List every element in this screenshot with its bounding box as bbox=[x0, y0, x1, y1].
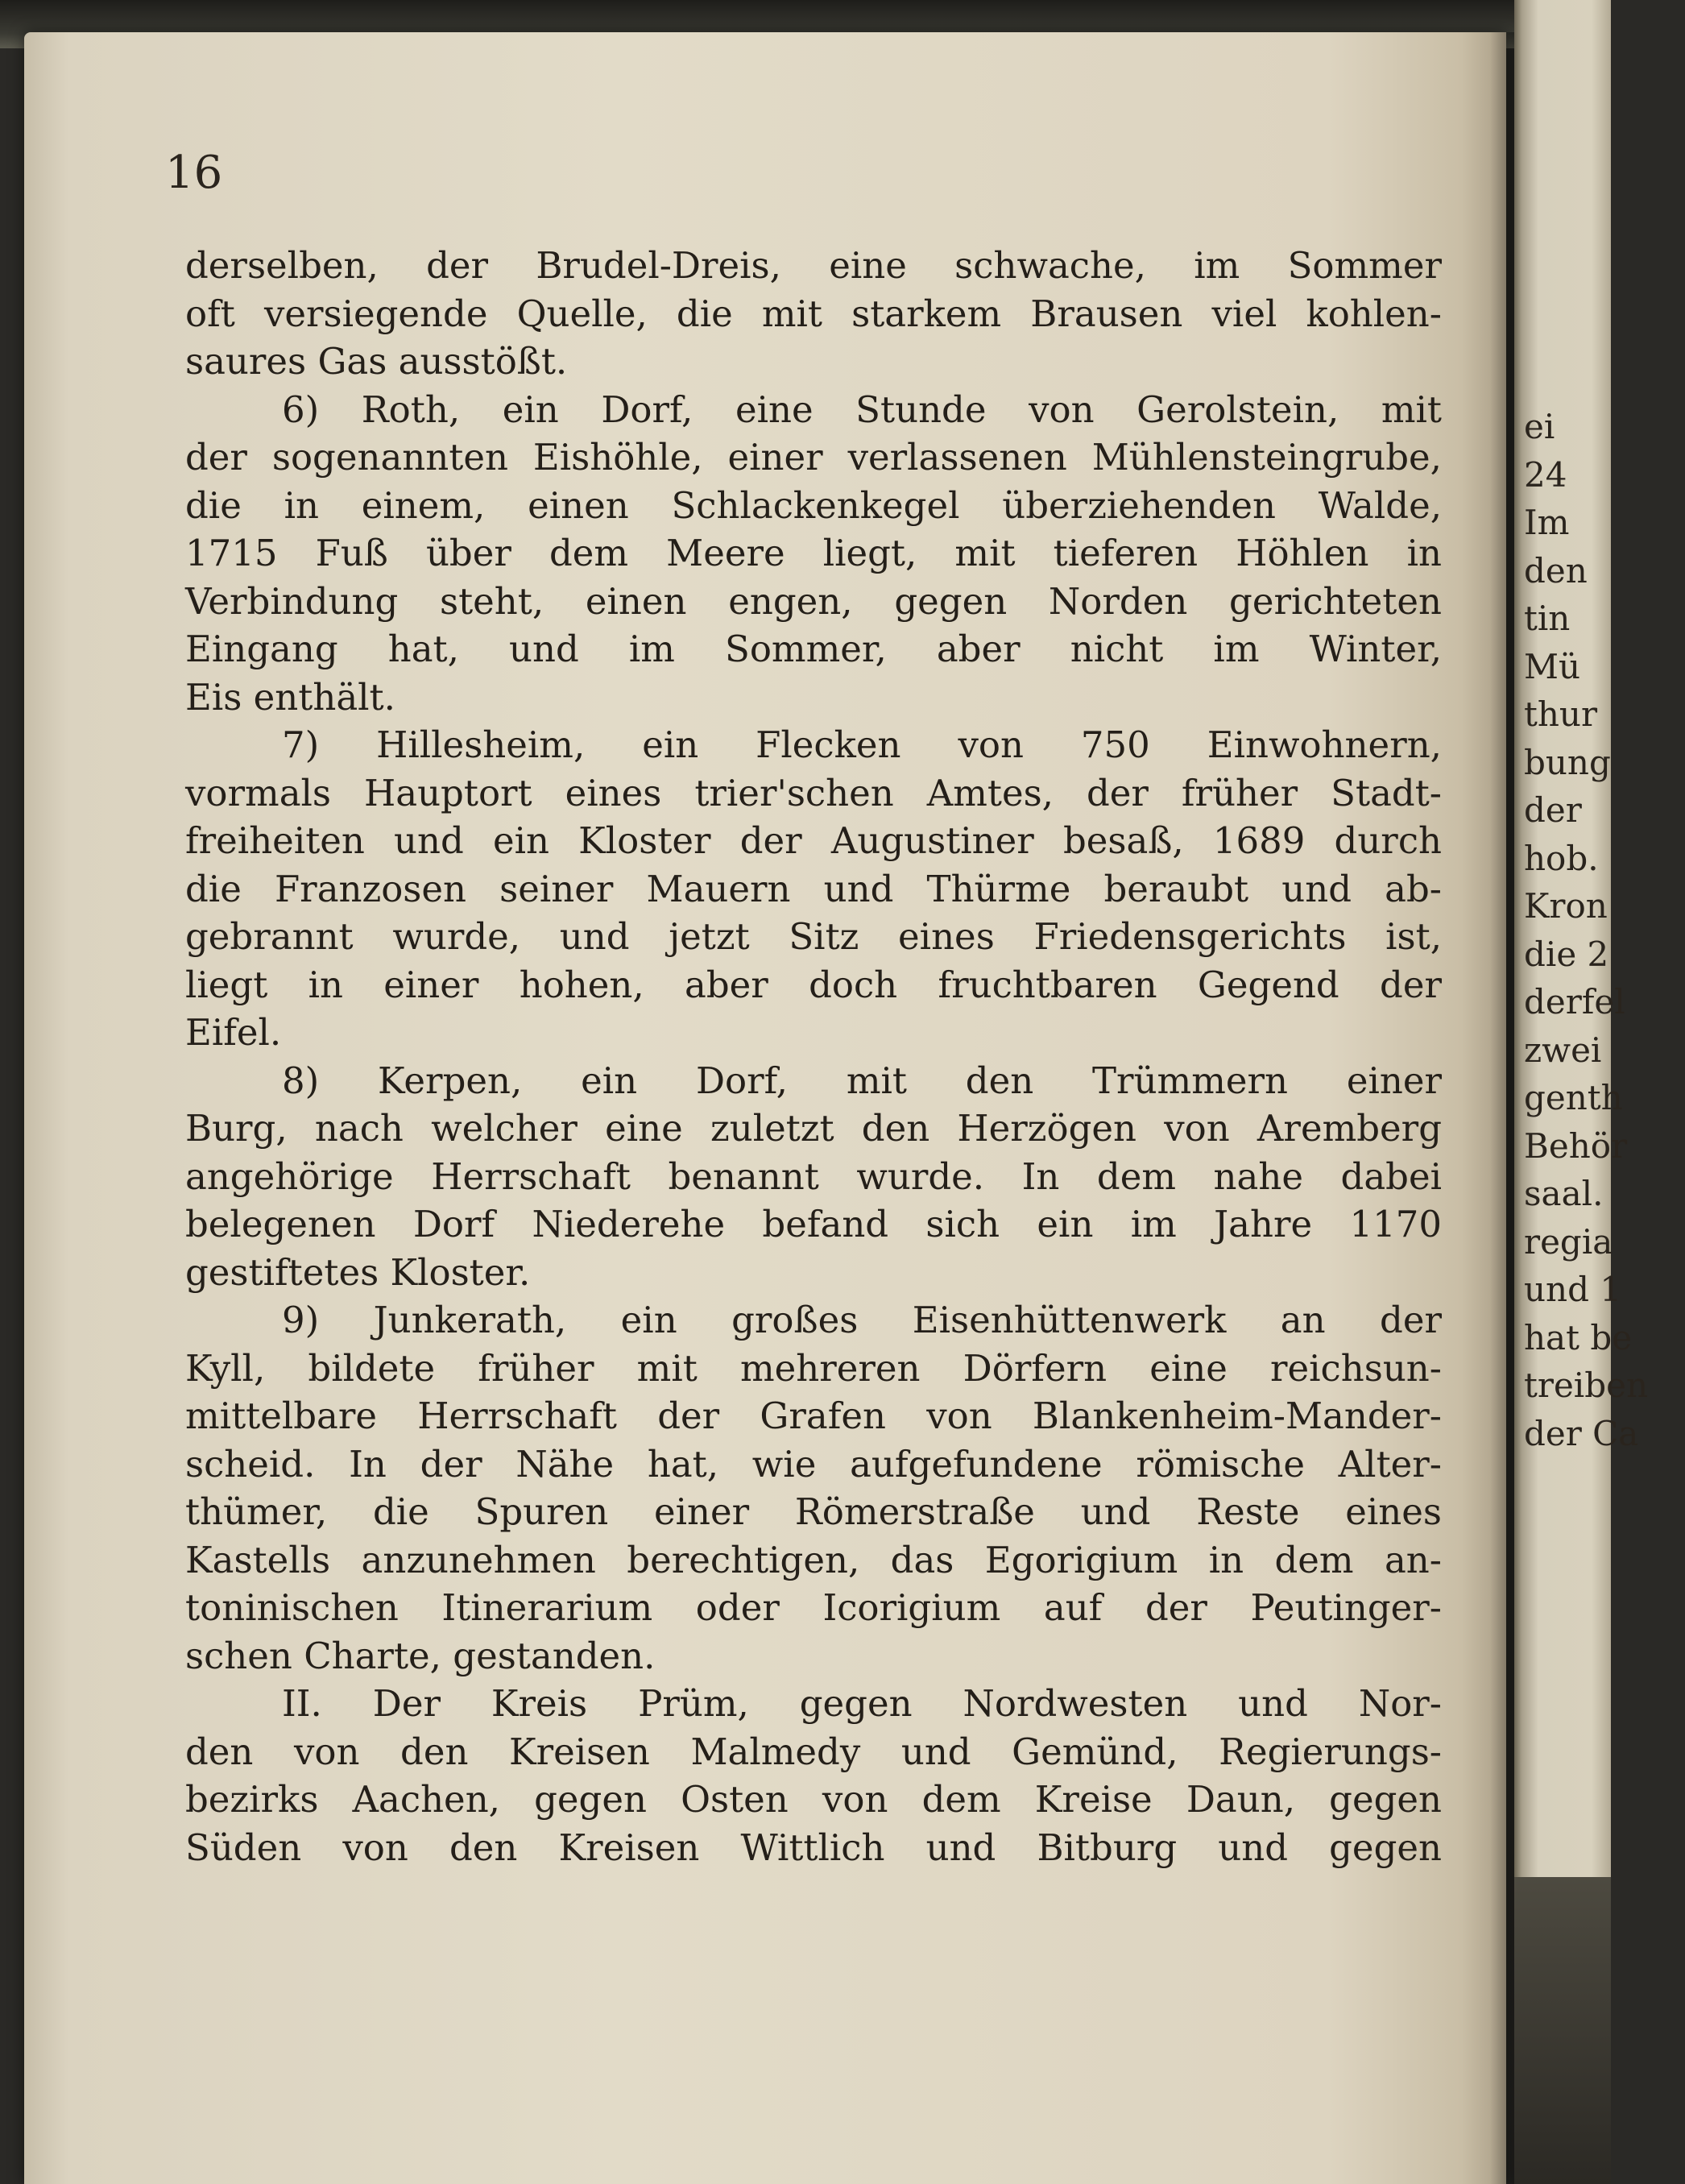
text-line: gestiftetes Kloster. bbox=[185, 1250, 531, 1294]
next-page-fragment: Behör bbox=[1524, 1125, 1628, 1166]
next-page-fragment: hat be bbox=[1524, 1317, 1633, 1357]
text-line: Kyll, bildete früher mit mehreren Dörfern eine reichsun- bbox=[185, 1346, 1442, 1390]
text-line: gebrannt wurde, und jetzt Sitz eines Friedensgerichts ist, bbox=[185, 915, 1442, 958]
next-page-fragment: 24 bbox=[1524, 454, 1567, 495]
next-page-fragment: bung bbox=[1524, 742, 1611, 782]
next-page-fragment: hob. bbox=[1524, 838, 1599, 878]
text-line: thümer, die Spuren einer Römerstraße und Reste eines bbox=[185, 1490, 1442, 1533]
book-page bbox=[24, 32, 1506, 2184]
next-page-fragment: und 1 bbox=[1524, 1270, 1622, 1309]
next-page-fragment: den bbox=[1524, 550, 1588, 591]
next-page-fragment: der Ca bbox=[1524, 1413, 1639, 1453]
text-line: die Franzosen seiner Mauern und Thürme beraubt und ab- bbox=[185, 867, 1442, 910]
text-line: der sogenannten Eishöhle, einer verlassenen Mühlensteingrube, bbox=[185, 436, 1442, 479]
next-page-fragment: Mü bbox=[1524, 646, 1581, 686]
text-line: freiheiten und ein Kloster der Augustiner besaß, 1689 durch bbox=[185, 819, 1442, 862]
next-page-fragment: regia bbox=[1524, 1221, 1613, 1262]
text-line: angehörige Herrschaft benannt wurde. In dem nahe dabei bbox=[185, 1154, 1442, 1198]
item-9-junkerath: 9) Junkerath, ein großes Eisenhüttenwerk an der bbox=[282, 1299, 1442, 1341]
next-page-fragment: tin bbox=[1524, 599, 1571, 638]
next-page-fragment: ei bbox=[1524, 407, 1555, 446]
text-line: oft versiegende Quelle, die mit starkem Brausen viel kohlen- bbox=[185, 292, 1442, 335]
text-line: bezirks Aachen, gegen Osten von dem Kreise Daun, gegen bbox=[185, 1778, 1442, 1821]
text-line: Verbindung steht, einen engen, gegen Norden gerichteten bbox=[185, 579, 1442, 623]
text-line: Eifel. bbox=[185, 1011, 282, 1054]
next-page-fragment: Kron bbox=[1524, 886, 1608, 926]
next-page-fragments bbox=[1524, 403, 1685, 1457]
text-line: saures Gas ausstößt. bbox=[185, 340, 568, 383]
section-ii-kreis-pruem: II. Der Kreis Prüm, gegen Nordwesten und Nor- bbox=[282, 1682, 1442, 1725]
next-page-fragment: saal. bbox=[1524, 1174, 1604, 1213]
next-page-lower-shadow bbox=[1514, 1877, 1611, 2184]
text-line: 1715 Fuß über dem Meere liegt, mit tieferen Höhlen in bbox=[185, 532, 1442, 574]
text-line: toninischen Itinerarium oder Icorigium auf der Peutinger- bbox=[185, 1586, 1442, 1629]
text-line: Eingang hat, und im Sommer, aber nicht im Winter, bbox=[185, 628, 1442, 670]
next-page-fragment: Im bbox=[1524, 503, 1570, 542]
text-line: scheid. In der Nähe hat, wie aufgefundene römische Alter- bbox=[185, 1442, 1442, 1486]
next-page-fragment: die 2 bbox=[1524, 934, 1609, 974]
text-line: Kastells anzunehmen berechtigen, das Egorigium in dem an- bbox=[185, 1538, 1442, 1581]
text-line: Süden von den Kreisen Wittlich und Bitburg und gegen bbox=[185, 1826, 1442, 1869]
item-7-hillesheim: 7) Hillesheim, ein Flecken von 750 Einwohnern, bbox=[282, 723, 1442, 766]
next-page-fragment: derfel bbox=[1524, 982, 1625, 1022]
text-line: die in einem, einen Schlackenkegel überziehenden Walde, bbox=[185, 483, 1442, 527]
text-line: derselben, der Brudel-Dreis, eine schwache, im Sommer bbox=[185, 244, 1442, 287]
next-page-fragment: thur bbox=[1524, 694, 1598, 734]
next-page-fragment: der bbox=[1524, 790, 1582, 830]
next-page-fragment: genth bbox=[1524, 1078, 1623, 1117]
item-6-roth: 6) Roth, ein Dorf, eine Stunde von Gerolstein, mit bbox=[282, 387, 1442, 431]
text-line: Eis enthält. bbox=[185, 675, 395, 719]
text-line: vormals Hauptort eines trier'schen Amtes, der früher Stadt- bbox=[185, 771, 1442, 814]
item-8-kerpen: 8) Kerpen, ein Dorf, mit den Trümmern einer bbox=[282, 1059, 1442, 1102]
next-page-edge bbox=[1514, 0, 1649, 2184]
page-number: 16 bbox=[165, 147, 223, 199]
next-page-fragment: zwei bbox=[1524, 1030, 1602, 1070]
text-line: schen Charte, gestanden. bbox=[185, 1634, 656, 1677]
page-text bbox=[185, 242, 1442, 1871]
text-line: den von den Kreisen Malmedy und Gemünd, Regierungs- bbox=[185, 1730, 1442, 1773]
text-line: Burg, nach welcher eine zuletzt den Herzögen von Aremberg bbox=[185, 1107, 1442, 1150]
text-line: belegenen Dorf Niederehe befand sich ein im Jahre 1170 bbox=[185, 1203, 1442, 1245]
text-line: mittelbare Herrschaft der Grafen von Blankenheim-Mander- bbox=[185, 1395, 1442, 1437]
next-page-fragment: treiben bbox=[1524, 1366, 1649, 1405]
text-line: liegt in einer hohen, aber doch fruchtbaren Gegend der bbox=[185, 963, 1442, 1006]
